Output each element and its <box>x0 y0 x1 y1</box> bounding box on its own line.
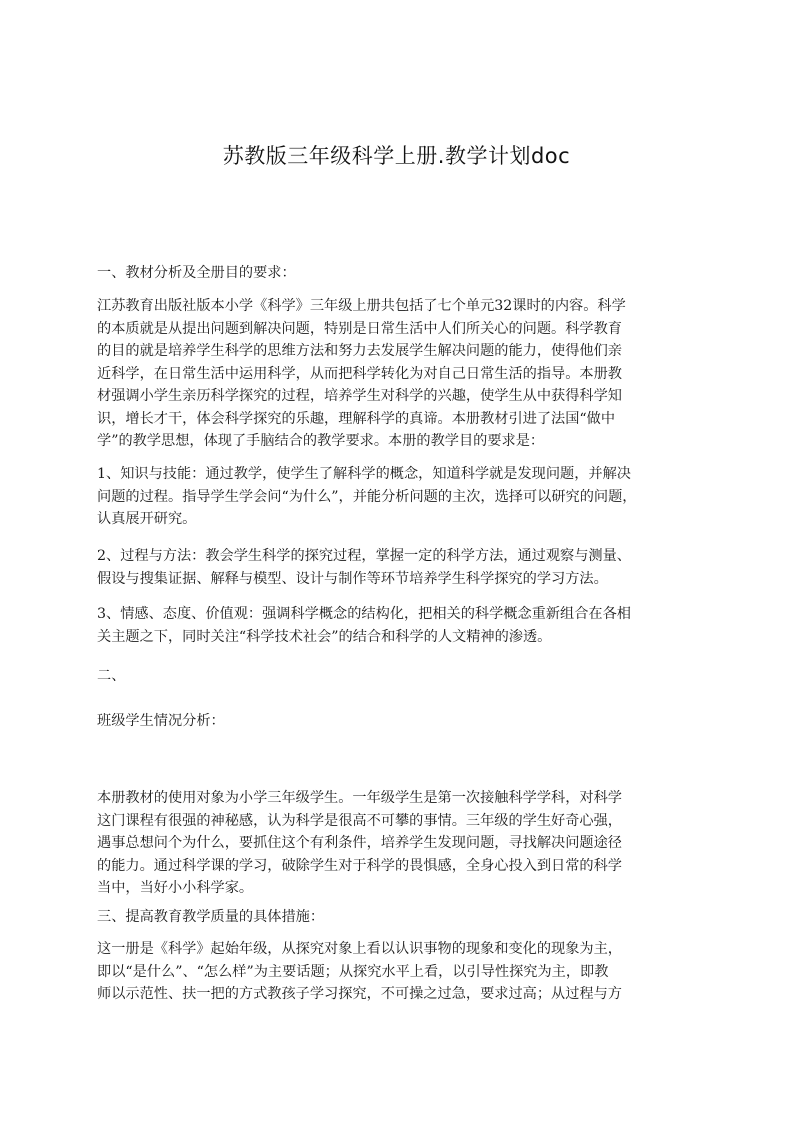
text-line: 三、提高教育教学质量的具体措施： <box>97 909 325 925</box>
text-line: 2、过程与方法：教会学生科学的探究过程，掌握一定的科学方法，通过观察与测量、 <box>97 548 631 564</box>
text-line: 遇事总想问个为什么，要抓住这个有利条件，培养学生发现问题，寻找解决问题途径 <box>97 835 622 851</box>
text-line: 问题的过程。指导学生学会问“为什么”，并能分析问题的主次，选择可以研究的问题， <box>97 488 637 505</box>
section-heading-class-analysis <box>97 710 707 733</box>
section-number-two <box>97 665 707 688</box>
text-line: 识，增长才干，体会科学探究的乐趣，理解科学的真谛。本册教材引进了法国“做中 <box>97 410 616 427</box>
paragraph-materials-analysis <box>97 295 707 453</box>
text-line: 1、知识与技能：通过教学，使学生了解科学的概念，知道科学就是发现问题，并解决 <box>97 466 631 482</box>
text-line: 即以“是什么”、“怎么样”为主要话题；从探究水平上看，以引导性探究为主，即教 <box>97 963 609 980</box>
text-line: 二、 <box>97 668 126 684</box>
paragraph-class-analysis <box>97 787 707 900</box>
paragraph-measures <box>97 938 707 1006</box>
section-heading-measures <box>97 906 707 929</box>
text-line: 学”的教学思想，体现了手脑结合的教学要求。本册的教学目的要求是： <box>97 433 545 449</box>
text-line: 班级学生情况分析： <box>97 713 225 729</box>
text-line: 3、情感、态度、价值观：强调科学概念的结构化，把相关的科学概念重新组合在各相 <box>97 606 631 622</box>
text-line: 这一册是《科学》起始年级，从探究对象上看以认识事物的现象和变化的现象为主， <box>97 941 622 957</box>
paragraph-emotions-values <box>97 603 707 648</box>
text-line: 材强调小学生亲历科学探究的过程，培养学生对科学的兴趣，使学生从中获得科学知 <box>97 388 622 404</box>
text-line: 近科学，在日常生活中运用科学，从而把科学转化为对自己日常生活的指导。本册教 <box>97 365 622 382</box>
text-line: 的本质就是从提出问题到解决问题，特别是日常生活中人们所关心的问题。科学教育 <box>97 320 622 337</box>
document-title: 苏教版三年级科学上册.教学计划doc <box>222 144 571 168</box>
text-line: 江苏教育出版社版本小学《科学》三年级上册共包括了七个单元32课时的内容。科学 <box>97 298 626 314</box>
text-line: 师以示范性、扶一把的方式教孩子学习探究，不可操之过急，要求过高；从过程与方 <box>97 986 622 1002</box>
paragraph-knowledge-skills <box>97 463 707 531</box>
paragraph-process-methods <box>97 545 707 590</box>
text-line: 的能力。通过科学课的学习，破除学生对于科学的畏惧感，全身心投入到日常的科学 <box>97 857 622 874</box>
text-line: 认真展开研究。 <box>97 511 197 527</box>
section-heading-materials <box>97 262 707 285</box>
text-line: 本册教材的使用对象为小学三年级学生。一年级学生是第一次接触科学学科，对科学 <box>97 790 622 806</box>
text-line: 当中，当好小小科学家。 <box>97 880 254 896</box>
text-line: 假设与搜集证据、解释与模型、设计与制作等环节培养学生科学探究的学习方法。 <box>97 570 608 587</box>
text-line: 一、教材分析及全册目的要求： <box>97 265 296 281</box>
text-line: 的目的就是培养学生科学的思维方法和努力去发展学生解决问题的能力，使得他们亲 <box>97 343 622 359</box>
text-line: 这门课程有很强的神秘感，认为科学是很高不可攀的事情。三年级的学生好奇心强， <box>97 812 622 829</box>
text-line: 关主题之下，同时关注“科学技术社会”的结合和科学的人文精神的渗透。 <box>97 628 552 645</box>
